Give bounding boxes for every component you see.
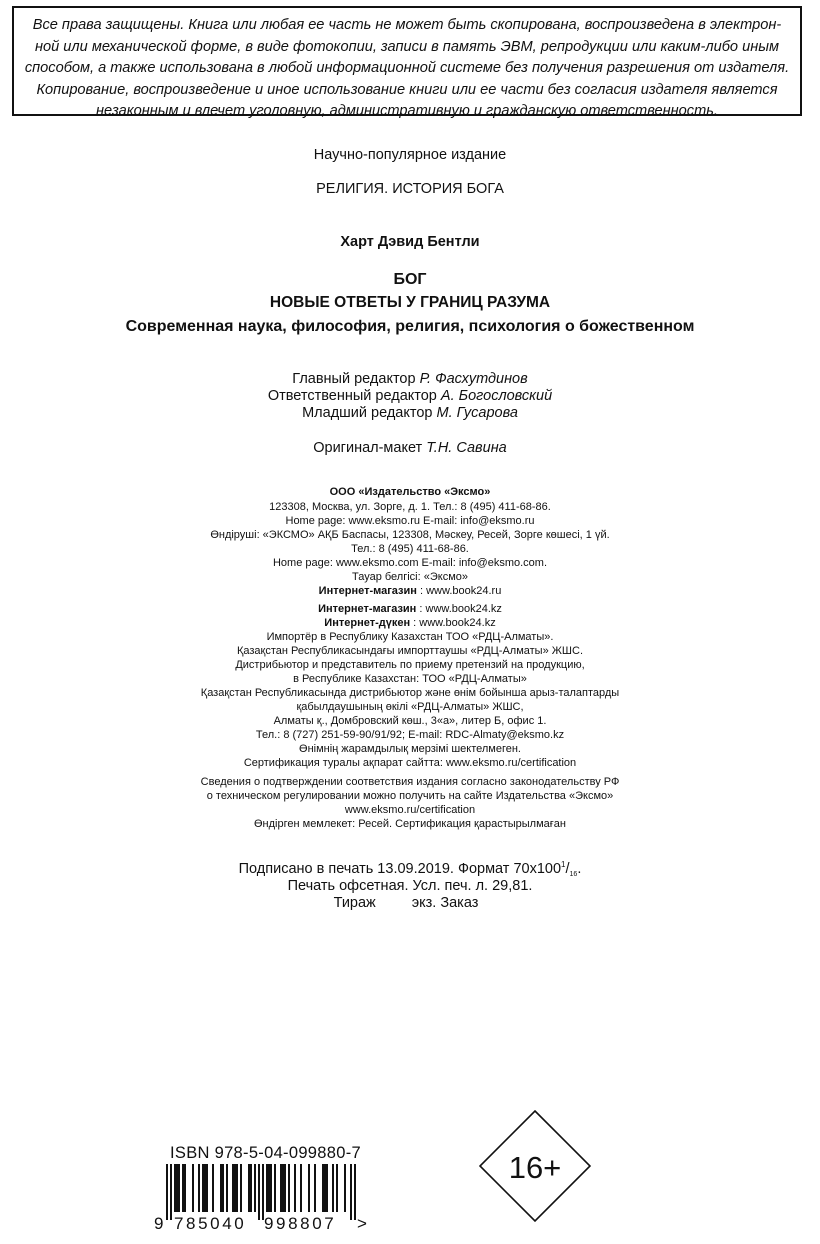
barcode-bar [170, 1164, 172, 1220]
shop-url: : www.book24.kz [416, 603, 502, 615]
barcode-bar [300, 1164, 302, 1212]
format-fraction-slash: / [565, 861, 570, 877]
barcode-bar [332, 1164, 334, 1212]
notice-line: способом, а также использована в любой информационной системе без получения разрешения от издателя. [24, 60, 790, 76]
print-run [0, 895, 816, 911]
notice-line: незаконным и влечет уголовную, административную и гражданскую ответственность. [96, 103, 718, 119]
publisher-name: ООО «Издательство «Эксмо» [329, 486, 491, 498]
barcode-bar [262, 1164, 264, 1220]
barcode-bar [294, 1164, 296, 1212]
credit-chief-editor [0, 371, 820, 387]
isbn-label: ISBN 978-5-04-099880-7 [170, 1144, 361, 1162]
print-type: Печать офсетная. Усл. печ. л. 29,81. [287, 878, 533, 894]
barcode-bar [206, 1164, 208, 1212]
shop-kz2 [0, 616, 820, 630]
barcode-bar [178, 1164, 180, 1212]
notice-line: ной или механической форме, в виде фотокопии, записи в память ЭВМ, репродукции или каким-либо иным [34, 38, 779, 55]
credit-person: А. Богословский [440, 388, 553, 404]
barcode-bar [288, 1164, 290, 1212]
barcode-bar [198, 1164, 200, 1212]
publisher-kz-web: Home page: www.eksmo.com E-mail: info@eksmo.com. [272, 557, 548, 569]
barcode-digits-right: 998807 [264, 1214, 337, 1233]
book-title: БОГ [393, 271, 427, 288]
book-tagline: Современная наука, философия, религия, психология о божественном [125, 318, 695, 335]
publisher-web: Home page: www.eksmo.ru E-mail: info@eksmo.ru [285, 515, 535, 527]
barcode-digits [154, 1214, 368, 1238]
shop-url: : www.book24.kz [410, 617, 496, 629]
certification-line: о техническом регулировании можно получить на сайте Издательства «Эксмо» [206, 790, 614, 802]
importer-line: Қазақстан Республикасындағы импорттаушы «РДЦ-Алматы» ЖШС. [236, 645, 584, 657]
barcode-bar [222, 1164, 224, 1212]
barcode-bar [314, 1164, 316, 1212]
barcode-bar [268, 1164, 270, 1212]
barcode-bar [174, 1164, 176, 1212]
certification-line: Сведения о подтверждении соответствия издания согласно законодательству РФ [200, 776, 620, 788]
edition-type: Научно-популярное издание [313, 147, 507, 163]
barcode-bar [240, 1164, 242, 1212]
print-signed-text: Подписано в печать 13.09.2019. Формат 70x100 [238, 861, 562, 877]
order-label: экз. Заказ [411, 895, 479, 911]
barcode-bar [266, 1164, 268, 1212]
notice-line: Все права защищены. Книга или любая ее часть не может быть скопирована, воспроизведена в электрон- [32, 17, 782, 33]
barcode-bar [284, 1164, 286, 1212]
barcode-bar [212, 1164, 214, 1212]
barcode-bar [250, 1164, 252, 1212]
shop-ru [0, 584, 820, 598]
credit-person: Р. Фасхутдинов [419, 371, 528, 387]
book-subtitle: НОВЫЕ ОТВЕТЫ У ГРАНИЦ РАЗУМА [269, 294, 551, 311]
credit-role: Младший редактор [302, 405, 433, 421]
barcode-bar [270, 1164, 272, 1212]
barcode-bar [234, 1164, 236, 1212]
barcode-bar [254, 1164, 256, 1212]
barcode-bar [280, 1164, 282, 1212]
barcode-bar [226, 1164, 228, 1212]
author-name: Харт Дэвид Бентли [340, 234, 480, 250]
importer-line: Импортёр в Республику Казахстан ТОО «РДЦ-Алматы». [266, 631, 554, 643]
barcode-digits-left: 785040 [174, 1214, 247, 1233]
importer-line: қабылдаушының өкілі «РДЦ-Алматы» ЖШС, [296, 701, 524, 713]
importer-line: Өнімнің жарамдылық мерзімі шектелмеген. [299, 743, 521, 755]
barcode-bar [182, 1164, 184, 1212]
importer-line: Алматы қ., Домбровский көш., 3«а», литер Б, офис 1. [273, 715, 547, 727]
credit-role: Главный редактор [292, 371, 416, 387]
barcode-bar [192, 1164, 194, 1212]
print-signed [0, 860, 820, 878]
certification-line: www.eksmo.ru/certification [344, 804, 476, 816]
importer-line: Дистрибьютор и представитель по приему претензий на продукцию, [235, 659, 585, 671]
barcode [166, 1164, 366, 1220]
barcode-bar [202, 1164, 204, 1212]
shop-kz [0, 602, 820, 616]
shop-label: Интернет-магазин [318, 603, 417, 615]
barcode-bar [204, 1164, 206, 1212]
barcode-bar [322, 1164, 324, 1212]
shop-url: : www.book24.ru [416, 585, 502, 597]
notice-line: Копирование, воспроизведение и иное использование книги или ее части без согласия издателя является [36, 81, 778, 98]
importer-line: Қазақстан Республикасында дистрибьютор және өнім бойынша арыз-талаптарды [200, 687, 620, 699]
barcode-bar [336, 1164, 338, 1212]
barcode-bar [282, 1164, 284, 1212]
barcode-bar [176, 1164, 178, 1212]
credit-person: Т.Н. Савина [426, 440, 507, 456]
barcode-bar [324, 1164, 326, 1212]
run-label: Тираж [333, 895, 376, 911]
barcode-bar [326, 1164, 328, 1212]
credit-person: М. Гусарова [436, 405, 518, 421]
barcode-bar [350, 1164, 352, 1220]
barcode-bar [236, 1164, 238, 1212]
importer-line: Тел.: 8 (727) 251-59-90/91/92; E-mail: RDC-Almaty@eksmo.kz [255, 729, 565, 741]
publisher-kz-maker: Өндіруші: «ЭКСМО» АҚБ Баспасы, 123308, Мәскеу, Ресей, Зорге көшесі, 1 үй. [210, 529, 610, 541]
credit-role: Оригинал-макет [313, 440, 423, 456]
barcode-bar [220, 1164, 222, 1212]
barcode-quiet-mark: > [357, 1214, 367, 1233]
publisher-trademark: Тауар белгісі: «Эксмо» [351, 571, 468, 583]
credit-junior-editor [0, 405, 820, 421]
barcode-bar [184, 1164, 186, 1212]
series-title: РЕЛИГИЯ. ИСТОРИЯ БОГА [316, 181, 504, 197]
barcode-bar [258, 1164, 260, 1220]
shop-label: Интернет-дүкен [324, 617, 411, 629]
format-fraction-numerator: 1 [561, 860, 566, 869]
format-fraction-denominator: 16 [569, 871, 578, 878]
importer-line: Сертификация туралы ақпарат сайтта: www.eksmo.ru/certification [243, 757, 577, 769]
copyright-notice [12, 6, 802, 119]
publisher-kz-phone: Тел.: 8 (495) 411-68-86. [351, 543, 469, 555]
barcode-bar [248, 1164, 250, 1212]
barcode-bar [166, 1164, 168, 1220]
publisher-address: 123308, Москва, ул. Зорге, д. 1. Тел.: 8 (495) 411-68-86. [269, 501, 551, 513]
barcode-bar [308, 1164, 310, 1212]
credit-role: Ответственный редактор [267, 388, 437, 404]
print-signed-suffix: . [577, 861, 582, 877]
barcode-bar [354, 1164, 356, 1220]
age-rating-text: 16+ [508, 1150, 562, 1185]
credit-layout [0, 440, 820, 456]
credit-responsible-editor [0, 388, 820, 404]
barcode-digit-first: 9 [154, 1214, 164, 1233]
shop-label: Интернет-магазин [318, 585, 417, 597]
certification-line: Өндірген мемлекет: Ресей. Сертификация қарастырылмаған [254, 818, 566, 830]
barcode-bar [344, 1164, 346, 1212]
barcode-bar [274, 1164, 276, 1212]
barcode-bar [232, 1164, 234, 1212]
importer-line: в Республике Казахстан: ТОО «РДЦ-Алматы» [293, 673, 527, 685]
